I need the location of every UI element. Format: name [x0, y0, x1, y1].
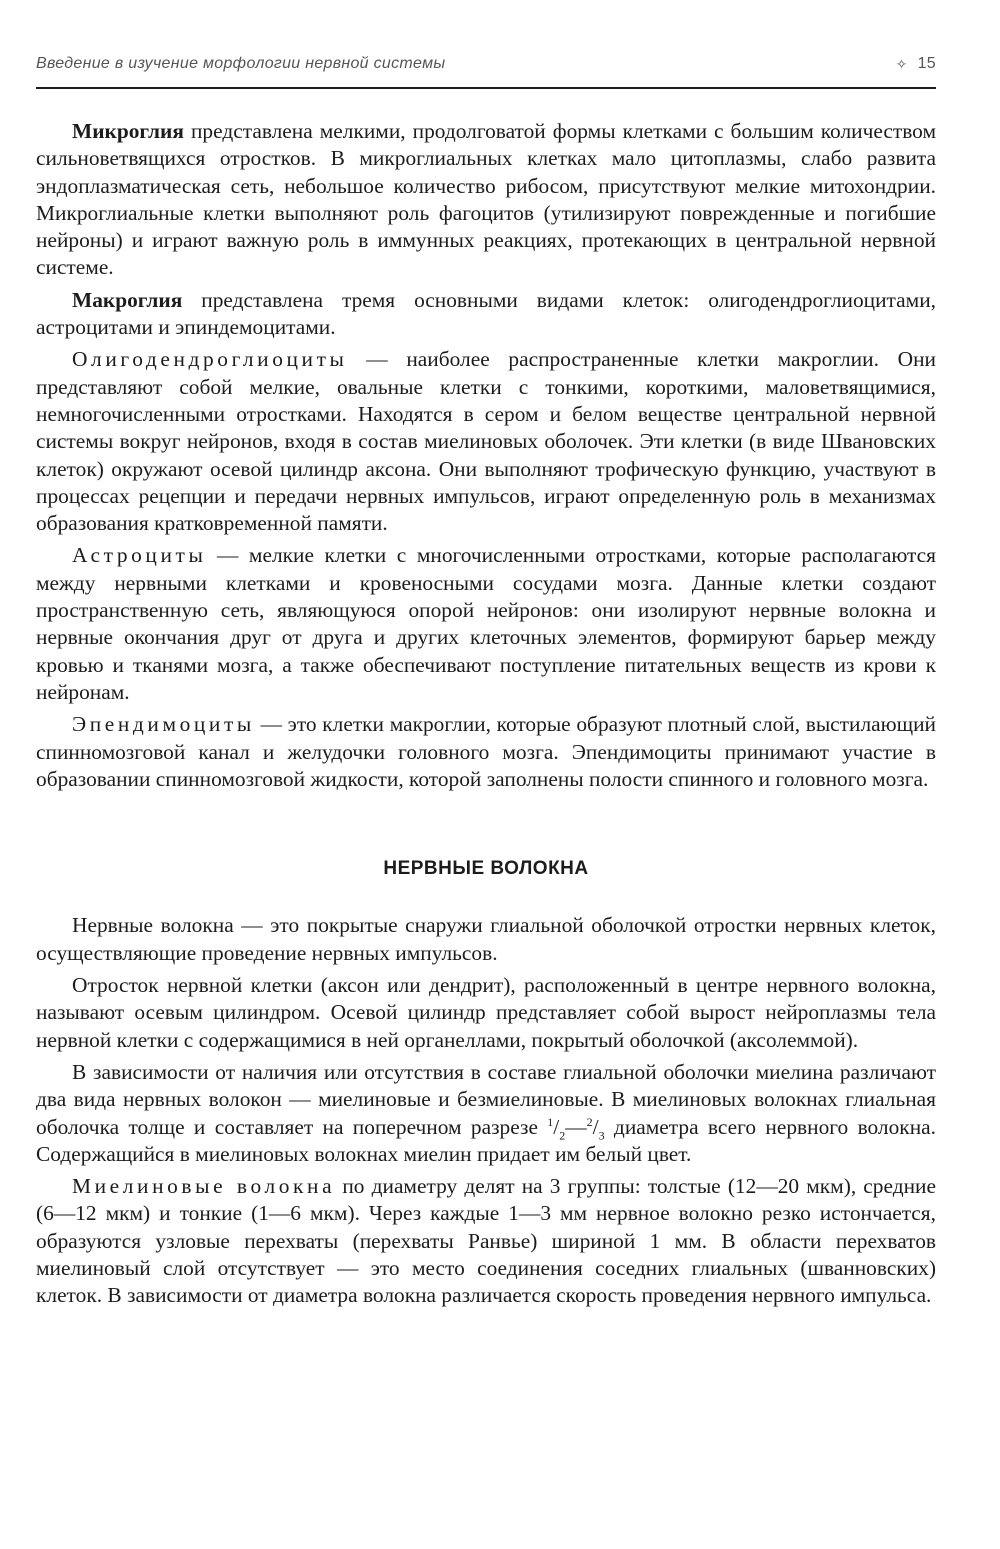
running-header: [36, 55, 936, 89]
fraction-2-numerator: 2: [586, 1114, 593, 1129]
running-title: Введение в изучение морфологии нервной системы: [36, 55, 446, 72]
section-heading: НЕРВНЫЕ ВОЛОКНА: [383, 858, 589, 880]
ornament-icon: ✧: [895, 55, 908, 72]
text-fiber-types-before: В зависимости от наличия или отсутствия в составе глиальной оболочки миелина различают два вида нервных волокон — миелиновые и безмиелиновые. В миелиновых волокнах глиальная оболочка толще и составляет на поперечном разрезе: [36, 1059, 936, 1139]
paragraph-macroglia: [36, 287, 936, 342]
text-microglia: представлена мелкими, продолговатой формы клетками с большим количеством сильноветвящихся отростков. В микроглиальных клетках мало цитоплазмы, слабо развита эндоплазматическая сеть, небольшое количество рибосом, присутствуют мелкие митохондрии. Микроглиальные клетки выполняют роль фагоцитов (утилизируют поврежденные и погибшие нейроны) и играют важную роль в иммунных реакциях, протекающих в центральной нервной системе.: [36, 119, 936, 280]
page-body: [36, 118, 936, 1310]
paragraph-ependymocytes: [36, 711, 936, 793]
page-number-group: [896, 55, 936, 73]
paragraph-microglia: [36, 118, 936, 282]
text-astrocytes: — мелкие клетки с многочисленными отростками, которые располагаются между нервными клетками и кровеносными сосудами мозга. Данные клетки создают пространственную сеть, являющуюся опорой нейронов: они изолируют нервные волокна и нервные окончания друг от друга и других клеточных элементов, формируют барьер между кровью и тканями мозга, а также обеспечивают поступление питательных веществ из крови к нейронам.: [36, 543, 936, 704]
paragraph-nerve-fibers: Нервные волокна — это покрытые снаружи глиальной оболочкой отростки нервных клеток, осуществляющие проведение нервных импульсов.: [36, 913, 936, 965]
term-ependymocytes: Эпендимоциты: [72, 712, 255, 737]
paragraph-oligodendrocytes: [36, 346, 936, 537]
page-number: 15: [917, 55, 936, 72]
term-myelin-fibers: Миелиновые волокна: [72, 1174, 336, 1199]
fraction-2-denominator: 3: [598, 1127, 605, 1142]
term-oligodendrocytes: Олигодендроглиоциты: [72, 347, 348, 372]
text-ependymocytes: — это клетки макроглии, которые образуют плотный слой, выстилающий спинномозговой канал и желудочки головного мозга. Эпендимоциты принимают участие в образовании спинномозговой жидкости, которой заполнены полости спинного и головного мозга.: [36, 712, 936, 791]
fraction-1-numerator: 1: [547, 1114, 554, 1129]
text-macroglia: представлена тремя основными видами клеток: олигодендроглиоцитами, астроцитами и эпиндемоцитами.: [36, 287, 936, 340]
paragraph-fiber-types: В зависимости от наличия или отсутствия в составе глиальной оболочки миелина различают два вида нервных волокон — миелиновые и безмиелиновые. В миелиновых волокнах глиальная оболочка толще и составляет на поперечном разрезе $^1/_2—^2/_3$ диаметра всего нервного волокна. Содержащийся в миелиновых волокнах миелин придает им белый цвет.: [36, 1059, 936, 1166]
paragraph-astrocytes: [36, 542, 936, 706]
paragraph-myelin-fibers: [36, 1173, 936, 1309]
text-fiber-types-after: диаметра всего нервного волокна. Содержащийся в миелиновых волокнах миелин придает им белый цвет.: [36, 1114, 936, 1166]
term-macroglia: Макроглия: [72, 287, 183, 312]
text-myelin-fibers: по диаметру делят на 3 группы: толстые (12—20 мкм), средние (6—12 мкм) и тонкие (1—6 мкм). Через каждые 1—3 мм нервное волокно резко истончается, образуются узловые перехваты (перехваты Ранвье) шириной 1 мм. В области перехватов миелиновый слой отсутствует — это место соединения соседних глиальных (шванновских) клеток. В зависимости от диаметра волокна различается скорость проведения нервного импульса.: [36, 1174, 936, 1308]
fraction-1-denominator: 2: [559, 1127, 566, 1142]
paragraph-axial-cylinder: Отросток нервной клетки (аксон или дендрит), расположенный в центре нервного волокна, называют осевым цилиндром. Осевой цилиндр представляет собой вырост нейроплазмы тела нервной клетки с содержащимися в ней органеллами, покрытый оболочкой (аксолеммой).: [36, 973, 936, 1052]
text-oligodendrocytes: — наиболее распространенные клетки макроглии. Они представляют собой мелкие, овальные клетки с тонкими, короткими, маловетвящимися, немногочисленными отростками. Находятся в сером и белом веществе центральной нервной системы вокруг нейронов, входя в состав миелиновых оболочек. Эти клетки (в виде Швановских клеток) окружают осевой цилиндр аксона. Они выполняют трофическую функцию, участвуют в процессах рецепции и передачи нервных импульсов, играют определенную роль в механизмах образования кратковременной памяти.: [36, 347, 936, 536]
term-microglia: Микроглия: [72, 119, 184, 143]
fraction-dash: —: [565, 1114, 587, 1139]
term-astrocytes: Астроциты: [72, 543, 207, 568]
